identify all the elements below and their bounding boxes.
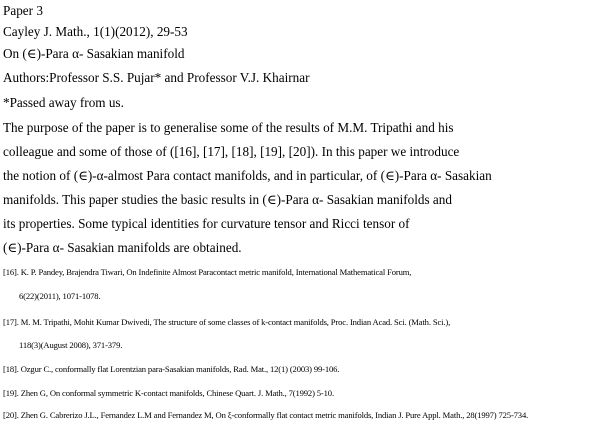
reference-17-continued: 118(3)(August 2008), 371-379. [19,340,123,350]
reference-20: [20]. Zhen G. Cabrerizo J.L., Fernandez L.M and Fernandez M, On ξ-conformally flat contact metric manifolds, Indian J. Pure Appl. Math., 28(1997) 725-734. [3,410,529,420]
abstract-line-3: the notion of (∈)-α-almost Para contact manifolds, and in particular, of (∈)-Para α- Sasakian [3,168,492,183]
author-note: *Passed away from us. [3,95,124,110]
reference-16-continued: 6(22)(2011), 1071-1078. [19,291,101,301]
reference-16: [16]. K. P. Pandey, Brajendra Tiwari, On Indefinite Almost Paracontact metric manifold, International Mathematical Forum, [3,267,412,277]
reference-17: [17]. M. M. Tripathi, Mohit Kumar Dwivedi, The structure of some classes of k-contact manifolds, Proc. Indian Acad. Sci. (Math. Sci.), [3,317,451,327]
abstract-line-5: its properties. Some typical identities for curvature tensor and Ricci tensor of [3,216,410,231]
journal-citation: Cayley J. Math., 1(1)(2012), 29-53 [3,24,188,39]
paper-number: Paper 3 [3,3,43,18]
reference-18: [18]. Ozgur C., conformally flat Lorentzian para-Sasakian manifolds, Rad. Mat., 12(1) (2003) 99-106. [3,364,340,374]
abstract-line-2: colleague and some of those of ([16], [17], [18], [19], [20]). In this paper we introduce [3,144,460,159]
reference-19: [19]. Zhen G, On conformal symmetric K-contact manifolds, Chinese Quart. J. Math., 7(1992) 5-10. [3,388,334,398]
abstract-line-1: The purpose of the paper is to generalise some of the results of M.M. Tripathi and his [3,120,454,135]
abstract-line-6: (∈)-Para α- Sasakian manifolds are obtained. [3,240,242,255]
abstract-line-4: manifolds. This paper studies the basic results in (∈)-Para α- Sasakian manifolds and [3,192,452,207]
paper-title: On (∈)-Para α- Sasakian manifold [3,46,185,61]
authors-line: Authors:Professor S.S. Pujar* and Professor V.J. Khairnar [3,70,310,85]
